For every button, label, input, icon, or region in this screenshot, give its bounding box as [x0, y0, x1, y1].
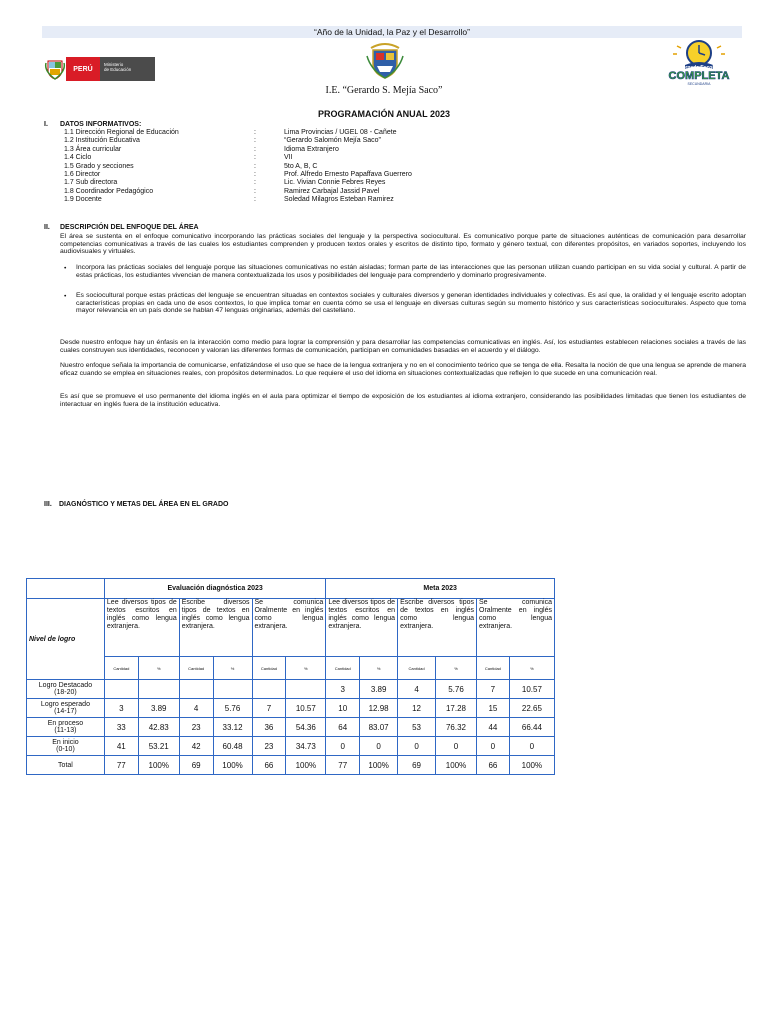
table-cell: 77 [326, 756, 360, 775]
competency-header: Lee diversos tipos de textos escritos en inglés como lengua extranjera. [326, 599, 398, 657]
level-name: Logro esperado [40, 701, 90, 708]
table-cell: 66 [477, 756, 510, 775]
competency-header: Lee diversos tipos de textos escritos en inglés como lengua extranjera. [104, 599, 179, 657]
section2-paragraph-2: Nuestro enfoque señala la importancia de comunicarse, enfatizándose el uso que se hace de la lengua extranjera y no en el conocimiento teórico que se tenga de ella. Resalta la noción de que una lengua se aprende de manera eficaz cuando se emplea en situaciones reales, con propósitos determinados. Lo que requiere el uso del idioma en situaciones contextualizadas que reflejen lo que sucede en una comunicación real. [60, 362, 746, 377]
info-value: Idioma Extranjero [284, 145, 339, 153]
table-cell: 76.32 [436, 718, 477, 737]
table-cell [138, 680, 179, 699]
level-cell [27, 756, 105, 775]
table-cell: 15 [477, 699, 510, 718]
bullet-icon: • [64, 293, 67, 300]
table-cell: 5.76 [213, 699, 252, 718]
table-cell: 22.65 [509, 699, 554, 718]
table-cell: 33.12 [213, 718, 252, 737]
clock-icon [663, 38, 735, 86]
info-value: 5to A, B, C [284, 162, 318, 170]
section1-heading: DATOS INFORMATIVOS: [60, 121, 142, 128]
table-cell: 100% [436, 756, 477, 775]
table-cell: 83.07 [360, 718, 398, 737]
info-value: Lima Provincias / UGEL 08 - Cañete [284, 129, 397, 136]
table-cell: 7 [477, 680, 510, 699]
table-cell: 10.57 [286, 699, 326, 718]
table-row [27, 718, 555, 737]
info-value: Ramirez Carbajal Jassid Pavel [284, 187, 380, 195]
info-colon: : [254, 154, 256, 162]
table-body [27, 680, 555, 775]
info-colon: : [254, 162, 256, 170]
jec-line2: COMPLETA [668, 70, 730, 82]
table-cell: 44 [477, 718, 510, 737]
info-value: Soledad Milagros Esteban Ramirez [284, 196, 394, 204]
table-row [27, 737, 555, 756]
section2-heading: DESCRIPCIÓN DEL ENFOQUE DEL ÁREA [60, 224, 199, 231]
table-cell: 100% [286, 756, 326, 775]
table-cell [104, 680, 138, 699]
cantidad-header: Cantidad [179, 657, 213, 680]
competency-header: Escribe diversos tipos de textos en inglés como lengua extranjera. [179, 599, 252, 657]
table-cell: 60.48 [213, 737, 252, 756]
cantidad-header: Cantidad [104, 657, 138, 680]
table-cell: 66.44 [509, 718, 554, 737]
competency-header: Escribe diversos tipos de textos en inglés como lengua extranjera. [398, 599, 477, 657]
table-cell: 41 [104, 737, 138, 756]
section2-intro: El área se sustenta en el enfoque comunicativo incorporando las prácticas sociales del lenguaje y la perspectiva sociocultural. Es comunicativo porque parte de situaciones auténticas de comunicación para desarrollar competencias comunicativas a través de las cuales los estudiantes comprenden y producen textos orales y escritos de distinto tipo, formato y género textual, con diferentes propósitos, en variados soportes, incluyendo los audiovisuales y virtuales. [60, 233, 746, 256]
info-label: 1.5 Grado y secciones [64, 162, 134, 170]
table-row [27, 699, 555, 718]
table-cell: 10.57 [509, 680, 554, 699]
table-cell: 4 [398, 680, 436, 699]
level-range: (18-20) [54, 689, 77, 696]
school-crest-icon [365, 42, 405, 80]
table-cell: 36 [252, 718, 286, 737]
info-label: 1.9 Docente [64, 196, 102, 204]
table-cell [286, 680, 326, 699]
table-cell: 23 [179, 718, 213, 737]
table-cell: 3 [326, 680, 360, 699]
info-label: 1.4 Ciclo [64, 154, 92, 162]
table-cell: 64 [326, 718, 360, 737]
section1-num: I. [44, 121, 48, 128]
table-cell [213, 680, 252, 699]
competency-header: Se comunica Oralmente en inglés como lengua extranjera. [477, 599, 555, 657]
info-colon: : [254, 187, 256, 195]
table-cell: 3.89 [360, 680, 398, 699]
table-cell [179, 680, 213, 699]
section3-heading: DIAGNÓSTICO Y METAS DEL ÁREA EN EL GRADO [59, 501, 229, 508]
level-cell [27, 699, 105, 718]
jec-line1: Jornada Escolar [679, 65, 719, 71]
jec-logo [663, 38, 735, 86]
table-row [27, 756, 555, 775]
competency-header: Se comunica Oralmente en inglés como lengua extranjera. [252, 599, 326, 657]
section2-num: II. [44, 224, 50, 231]
info-colon: : [254, 129, 256, 136]
table-cell: 4 [179, 699, 213, 718]
info-label: 1.1 Dirección Regional de Educación [64, 129, 179, 136]
table-cell: 53.21 [138, 737, 179, 756]
table-corner [27, 579, 105, 599]
info-value: “Gerardo Salomón Mejía Saco” [284, 137, 381, 145]
meta-group-header: Meta 2023 [326, 579, 555, 599]
table-cell: 7 [252, 699, 286, 718]
peru-shield-icon [44, 57, 66, 81]
table-cell: 34.73 [286, 737, 326, 756]
table-cell: 42.83 [138, 718, 179, 737]
level-cell [27, 718, 105, 737]
info-value: Lic. Vivian Connie Febres Reyes [284, 179, 386, 187]
table-cell: 17.28 [436, 699, 477, 718]
ministry-line1: Ministerio [104, 62, 124, 67]
section2-paragraph-3: Es así que se promueve el uso permanente del idioma inglés en el aula para optimizar el tiempo de exposición de los estudiantes al idioma extranjero, considerando las posibilidades limitadas que tienen los estudiantes de interactuar en inglés fuera de la institución educativa. [60, 393, 746, 408]
table-cell: 0 [398, 737, 436, 756]
table-cell: 0 [326, 737, 360, 756]
peru-label: PERÚ [66, 57, 100, 81]
section2-paragraph-1: Desde nuestro enfoque hay un énfasis en la interacción como medio para lograr la comprensión y para desarrollar las competencias comunicativas en inglés. Así, los estudiantes establecen relaciones sociales a través de las cuales construyen sus identidades, reconocen y valoran las diferentes formas de comunicación, participan en comunidades basadas en el acuerdo y el diálogo. [60, 339, 746, 354]
table-cell: 100% [138, 756, 179, 775]
table-cell: 0 [509, 737, 554, 756]
info-label: 1.2 Institución Educativa [64, 137, 140, 145]
level-name: Total [58, 761, 73, 769]
table-cell: 77 [104, 756, 138, 775]
cantidad-header: Cantidad [398, 657, 436, 680]
diagnostic-table [26, 578, 555, 775]
section2-bullet-1: Incorpora las prácticas sociales del lenguaje porque las situaciones comunicativas no están aisladas; forman parte de las interacciones que las personan utilizan cuando participan en su vida social y cultural. A partir de estas prácticas, los estudiantes vivencian de manera contextualizada los usos y posibilidades del lenguaje para comprenderlo y dominarlo progresivamente. [76, 264, 746, 279]
table-cell: 100% [360, 756, 398, 775]
percent-header: % [360, 657, 398, 680]
table-cell: 5.76 [436, 680, 477, 699]
ministry-logo [44, 57, 155, 81]
school-name: I.E. “Gerardo S. Mejía Saco” [325, 85, 443, 96]
eval-group-header: Evaluación diagnóstica 2023 [104, 579, 325, 599]
page-title: PROGRAMACIÓN ANUAL 2023 [317, 109, 451, 119]
percent-header: % [286, 657, 326, 680]
percent-header: % [138, 657, 179, 680]
section2-bullet-2: Es sociocultural porque estas prácticas del lenguaje se encuentran situadas en contextos sociales y culturales diversos y generan identidades individuales y colectivas. Es así que, la oralidad y el lenguaje escrito adoptan características propias en cada uno de esos contextos, lo que implica tomar en cuenta cómo se usa el lenguaje en diversas culturas según su momento histórico y sus características socioculturales. Aspecto que toma mayor relevancia en un país donde se hablan 47 lenguas originarias, además del castellano. [76, 292, 746, 315]
table-cell: 12.98 [360, 699, 398, 718]
info-colon: : [254, 145, 256, 153]
level-cell [27, 680, 105, 699]
table-cell: 33 [104, 718, 138, 737]
info-value: Prof. Alfredo Ernesto Papaffava Guerrero [284, 171, 412, 178]
section3-num: III. [44, 501, 52, 508]
level-name: En proceso [47, 720, 84, 727]
table-cell: 53 [398, 718, 436, 737]
info-colon: : [254, 179, 256, 187]
level-range: (11-13) [54, 727, 77, 734]
nivel-header: Nivel de logro [27, 599, 105, 680]
table-row [27, 680, 555, 699]
info-value: VII [284, 154, 293, 162]
table-cell: 69 [179, 756, 213, 775]
cantidad-header: Cantidad [326, 657, 360, 680]
cantidad-header: Cantidad [477, 657, 510, 680]
table-cell: 100% [213, 756, 252, 775]
level-range: (14-17) [54, 708, 77, 715]
jec-line3: SECUNDARIA [687, 82, 711, 86]
table-cell: 10 [326, 699, 360, 718]
bullet-icon: • [64, 265, 67, 272]
percent-header: % [436, 657, 477, 680]
info-colon: : [254, 171, 256, 178]
table-cell: 42 [179, 737, 213, 756]
table-cell: 0 [477, 737, 510, 756]
table-cell: 66 [252, 756, 286, 775]
table-cell: 100% [509, 756, 554, 775]
level-range: (0-10) [56, 746, 75, 753]
percent-header: % [213, 657, 252, 680]
info-label: 1.7 Sub directora [64, 179, 118, 187]
cantidad-header: Cantidad [252, 657, 286, 680]
table-cell: 23 [252, 737, 286, 756]
info-colon: : [254, 137, 256, 145]
table-cell: 69 [398, 756, 436, 775]
info-label: 1.3 Área curricular [64, 145, 122, 153]
year-banner: “Año de la Unidad, la Paz y el Desarrollo” [42, 26, 742, 38]
info-label: 1.6 Director [64, 171, 101, 178]
sub-header-row [27, 657, 555, 680]
table-cell: 0 [360, 737, 398, 756]
table-cell [252, 680, 286, 699]
info-colon: : [254, 196, 256, 204]
table-cell: 54.36 [286, 718, 326, 737]
table-cell: 0 [436, 737, 477, 756]
info-label: 1.8 Coordinador Pedagógico [64, 187, 154, 195]
ministry-line2: de Educación [104, 67, 132, 72]
percent-header: % [509, 657, 554, 680]
level-name: Logro Destacado [38, 682, 93, 689]
level-name: En inicio [52, 739, 79, 746]
table-cell: 3.89 [138, 699, 179, 718]
table-cell: 3 [104, 699, 138, 718]
table-cell: 12 [398, 699, 436, 718]
ministry-label [100, 57, 155, 81]
level-cell [27, 737, 105, 756]
